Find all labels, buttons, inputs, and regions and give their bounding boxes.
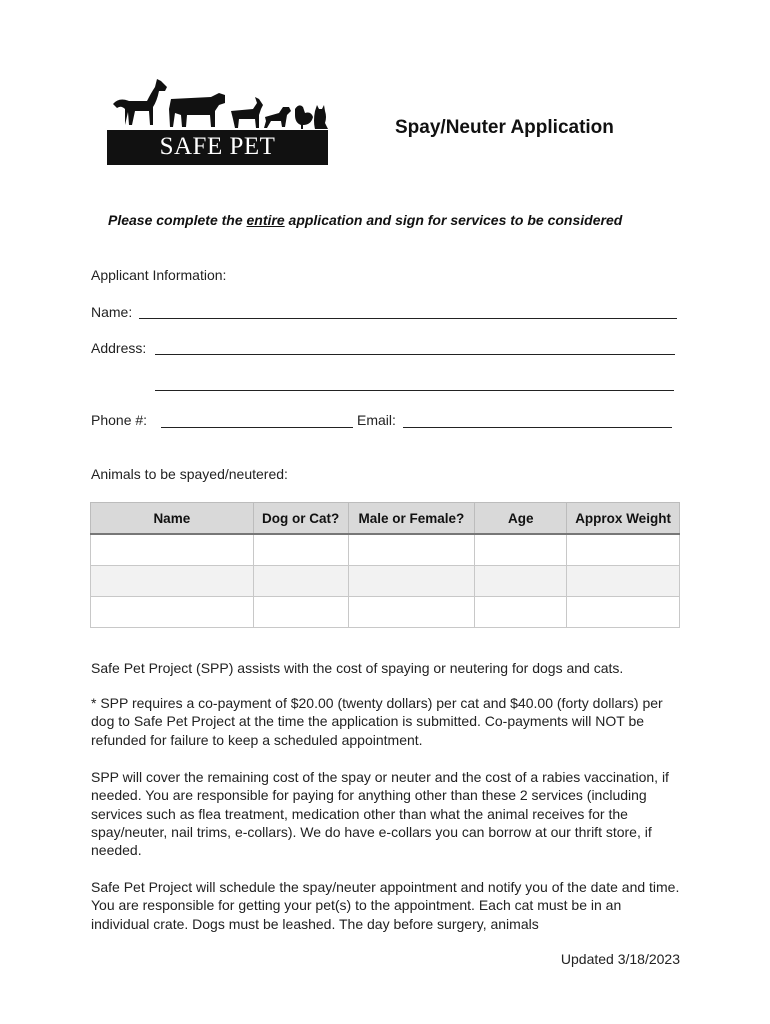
animals-table [90,502,680,628]
table-cell-input[interactable] [253,566,348,597]
table-cell-input[interactable] [567,597,680,628]
table-cell-input[interactable] [253,534,348,566]
table-row [91,597,680,628]
table-cell-input[interactable] [253,597,348,628]
column-header-sex: Male or Female? [348,503,475,535]
table-cell-input[interactable] [348,534,475,566]
instruction-emphasis: entire [246,212,285,228]
table-cell-input[interactable] [348,566,475,597]
email-label: Email: [357,412,396,428]
page-title: Spay/Neuter Application [395,117,614,138]
applicant-section-label: Applicant Information: [91,267,227,283]
column-header-name: Name [91,503,254,535]
column-header-species: Dog or Cat? [253,503,348,535]
address-field-line-2[interactable] [155,390,674,391]
paragraph-coverage: SPP will cover the remaining cost of the spay or neuter and the cost of a rabies vaccination, if needed. You are responsible for paying for anything other than these 2 services (including services such as flea treatment, medication other than what the animal receives for the spay/neuter, nail trims, e-collars). We do have e-collars you can borrow at our thrift store, if needed. [91,769,669,859]
table-cell-input[interactable] [348,597,475,628]
paragraph-overview: Safe Pet Project (SPP) assists with the cost of spaying or neutering for dogs and cats. [91,660,624,676]
instruction-text: Please complete the entire application and sign for services to be considered [108,212,623,228]
table-header-row [91,503,680,535]
table-row [91,566,680,597]
phone-label: Phone #: [91,412,148,428]
table-cell-input[interactable] [567,534,680,566]
table-row [91,534,680,566]
table-cell-input[interactable] [567,566,680,597]
phone-field[interactable] [161,427,353,428]
paragraph-copayment: * SPP requires a co-payment of $20.00 (twenty dollars) per cat and $40.00 (forty dollars) per dog to Safe Pet Project at the time the application is submitted. Co-payments will NOT be refunded for failure to keep a scheduled appointment. [91,695,663,748]
animals-section-label: Animals to be spayed/neutered: [91,466,288,482]
table-cell-input[interactable] [91,597,254,628]
paragraph-scheduling: Safe Pet Project will schedule the spay/neuter appointment and notify you of the date and time. You are responsible for getting your pet(s) to the appointment. Each cat must be in an individual crate. Dogs must be leashed. The day before surgery, animals [91,879,680,932]
table-cell-input[interactable] [475,597,567,628]
table-cell-input[interactable] [475,534,567,566]
logo-text: SAFE PET PROJECT [159,133,276,190]
animal-silhouettes-icon [107,75,328,133]
address-label: Address: [91,340,147,356]
safe-pet-project-logo [107,75,328,190]
name-label: Name: [91,304,133,320]
email-field[interactable] [403,427,672,428]
address-field-line-1[interactable] [155,354,675,355]
column-header-age: Age [475,503,567,535]
name-field[interactable] [139,318,677,319]
updated-date: Updated 3/18/2023 [560,951,680,967]
table-cell-input[interactable] [475,566,567,597]
table-cell-input[interactable] [91,566,254,597]
column-header-weight: Approx Weight [567,503,680,535]
table-cell-input[interactable] [91,534,254,566]
